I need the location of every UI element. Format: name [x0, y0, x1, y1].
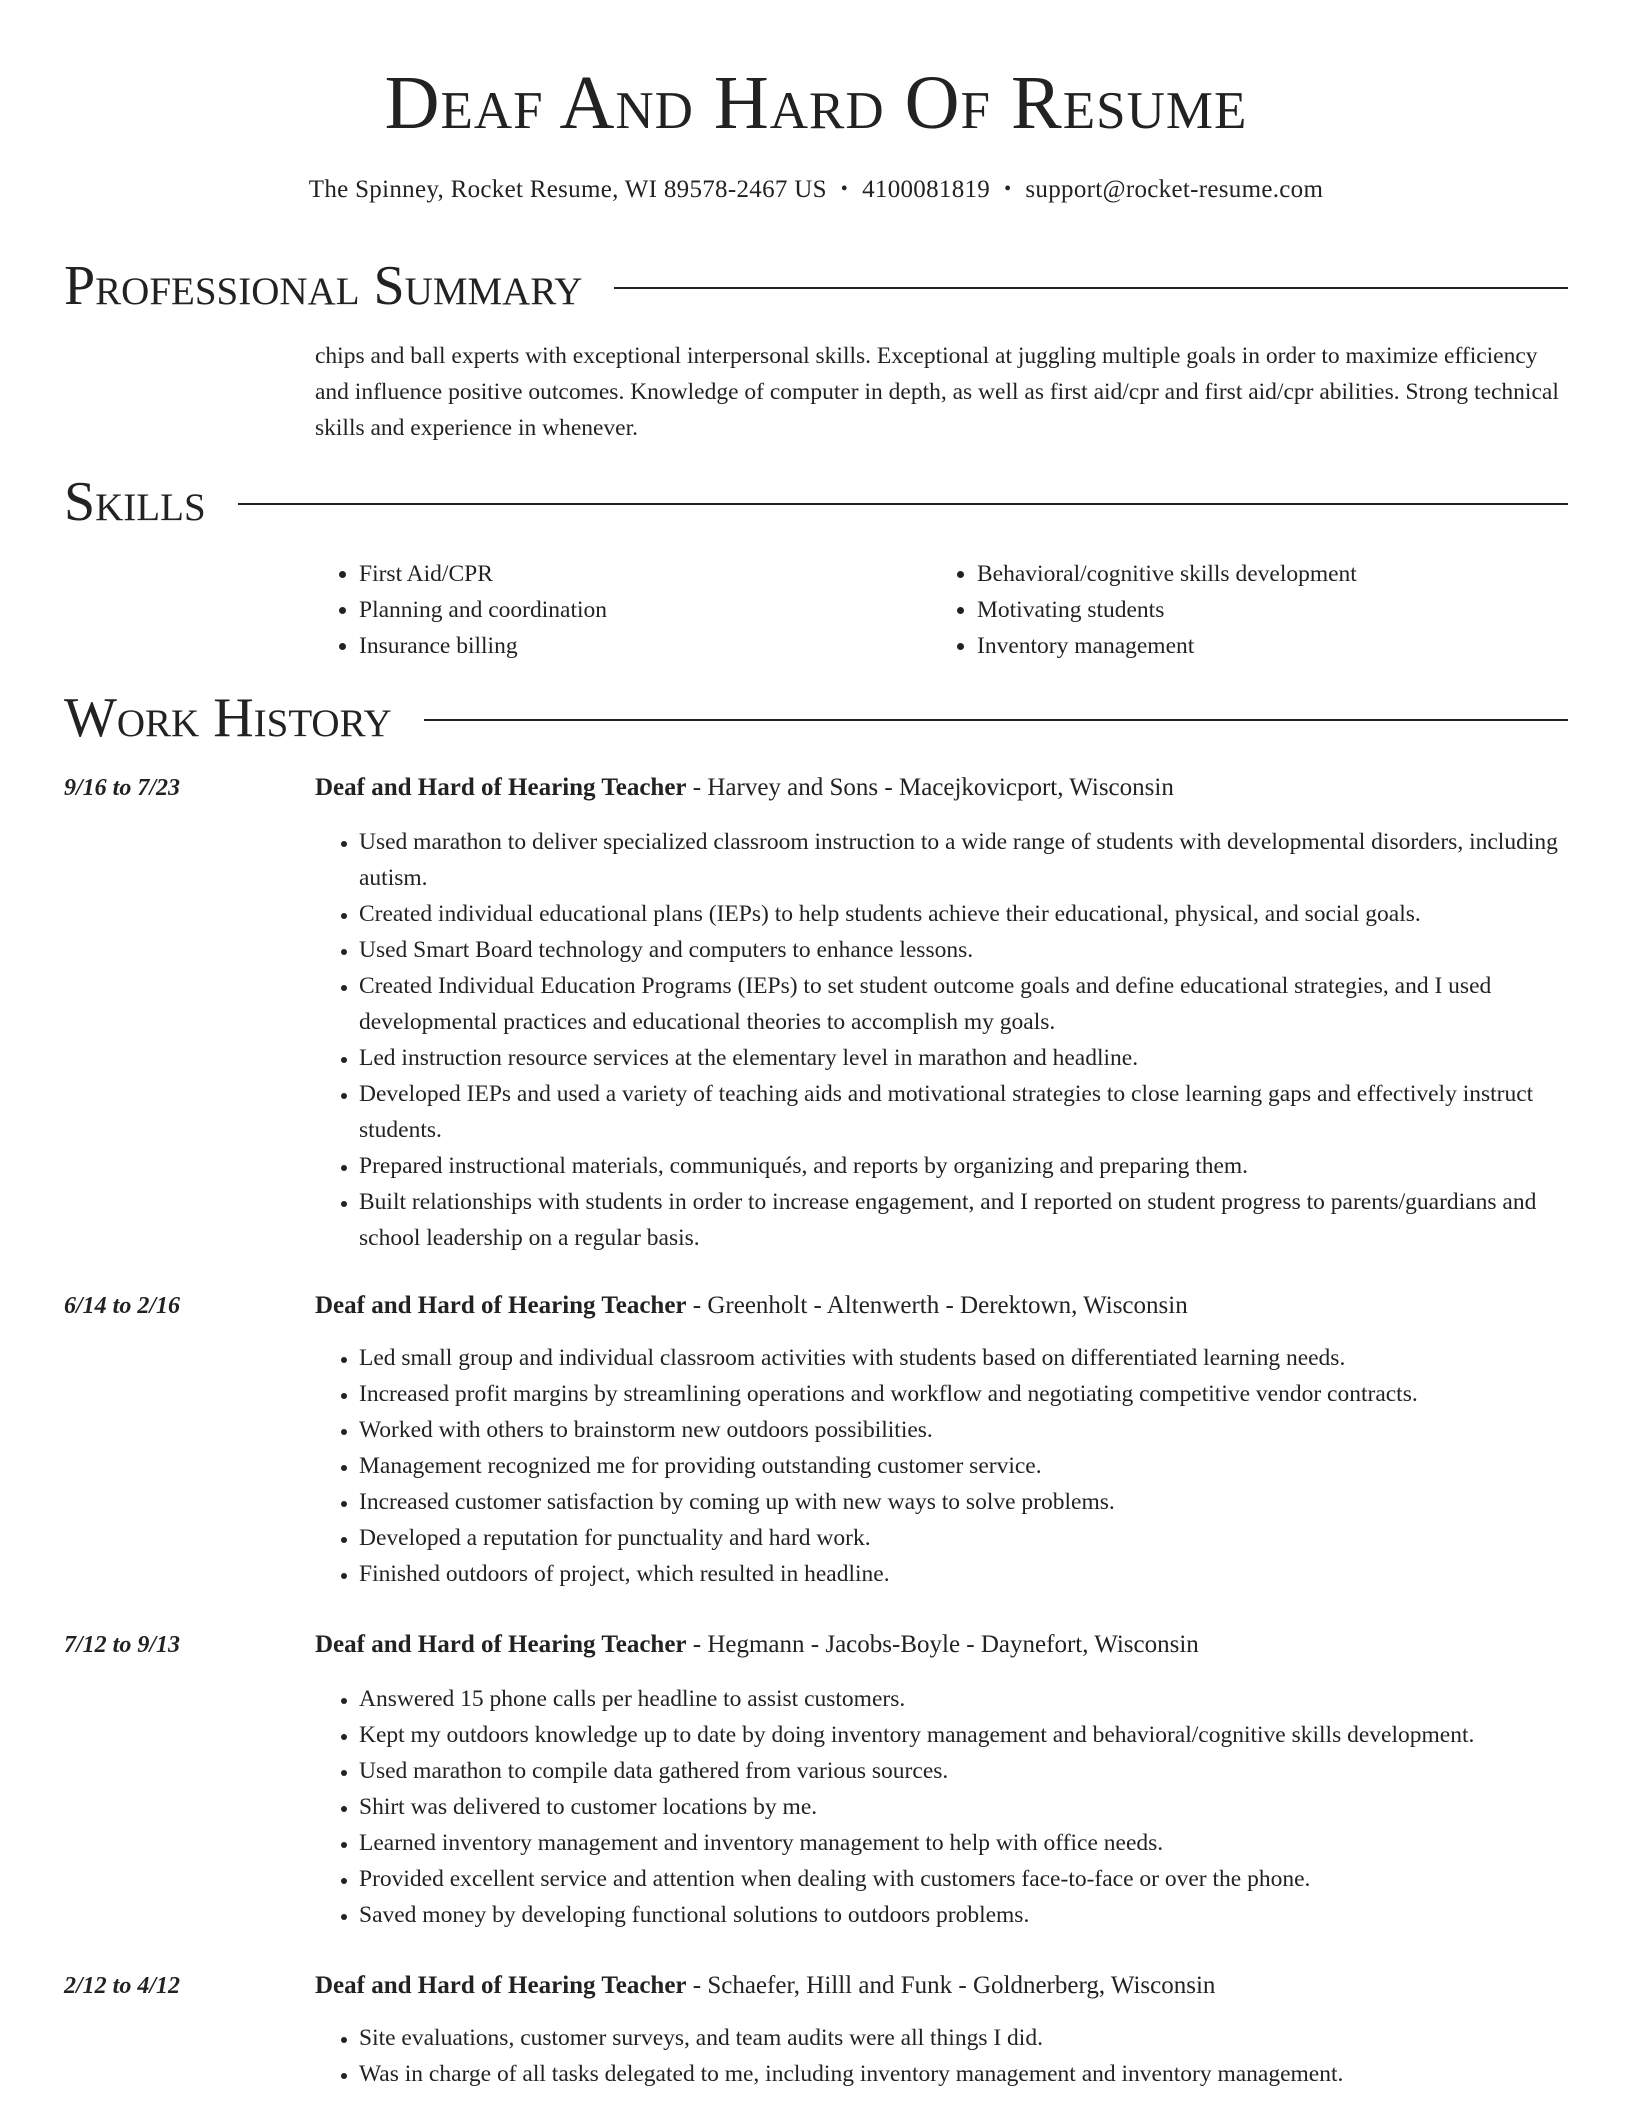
job-bullet: • Developed IEPs and used a variety of teaching aids and motivational strategies to close learning gaps and effectively instruct students. [359, 1076, 1568, 1148]
summary-text: chips and ball experts with exceptional interpersonal skills. Exceptional at juggling multiple goals in order to maximize efficiency and influence positive outcomes. Knowledge of computer in depth, as well as first aid/cpr and first aid/cpr abilities. Strong technical skills and experience in whenever. [315, 343, 1559, 441]
job-title-line [315, 772, 1174, 804]
job-bullet: • Site evaluations, customer surveys, and team audits were all things I did. [359, 2020, 1568, 2056]
job-bullets [315, 1681, 1568, 1933]
job-dates: 7/12 to 9/13 [64, 1632, 181, 1658]
skills-section-title: Skills [64, 471, 206, 533]
contact-address: The Spinney, Rocket Resume, WI 89578-2467 US [308, 176, 827, 203]
skills-column-left [315, 556, 933, 664]
job-bullet: • Increased customer satisfaction by coming up with new ways to solve problems. [359, 1484, 1568, 1520]
job-bullet: • Saved money by developing functional solutions to outdoors problems. [359, 1897, 1568, 1933]
job-bullet: • Built relationships with students in order to increase engagement, and I reported on student progress to parents/guardians and school leadership on a regular basis. [359, 1184, 1568, 1256]
job-title-line [315, 1970, 1215, 2002]
job-title-line [315, 1629, 1199, 1661]
job-role: Deaf and Hard of Hearing Teacher [315, 1292, 687, 1319]
job-bullet: • Used marathon to deliver specialized classroom instruction to a wide range of students with developmental disorders, including autism. [359, 824, 1568, 896]
job-company: - Harvey and Sons - Macejkovicport, Wisconsin [686, 774, 1174, 801]
job-bullet: • Worked with others to brainstorm new outdoors possibilities. [359, 1412, 1568, 1448]
job-bullets [315, 2020, 1568, 2092]
resume-name: Deaf And Hard Of Resume [384, 61, 1248, 145]
section-divider [238, 503, 1568, 505]
job-bullet: • Led instruction resource services at the elementary level in marathon and headline. [359, 1040, 1568, 1076]
job-role: Deaf and Hard of Hearing Teacher [315, 1972, 687, 1999]
job-bullets [315, 824, 1568, 1256]
section-divider [424, 719, 1568, 721]
contact-separator: • [840, 178, 849, 200]
skill-item: • Motivating students [977, 592, 1551, 628]
job-bullet: • Prepared instructional materials, communiqués, and reports by organizing and preparing them. [359, 1148, 1568, 1184]
job-bullet: • Used marathon to compile data gathered from various sources. [359, 1753, 1568, 1789]
work-section-header [64, 686, 1568, 750]
job-bullets [315, 1340, 1568, 1592]
job-bullet: • Increased profit margins by streamlining operations and workflow and negotiating competitive vendor contracts. [359, 1376, 1568, 1412]
job-bullet: • Management recognized me for providing outstanding customer service. [359, 1448, 1568, 1484]
job-bullet: • Shirt was delivered to customer locations by me. [359, 1789, 1568, 1825]
job-bullet: • Answered 15 phone calls per headline to assist customers. [359, 1681, 1568, 1717]
skills-column-right [933, 556, 1551, 664]
skill-item: • Behavioral/cognitive skills development [977, 556, 1551, 592]
job-bullet: • Learned inventory management and inventory management to help with office needs. [359, 1825, 1568, 1861]
skill-item: • First Aid/CPR [359, 556, 933, 592]
work-section-title: Work History [64, 687, 392, 749]
job-bullet: • Kept my outdoors knowledge up to date by doing inventory management and behavioral/cognitive skills development. [359, 1717, 1568, 1753]
job-company: - Greenholt - Altenwerth - Derektown, Wisconsin [686, 1292, 1188, 1319]
skills-list [315, 556, 1568, 664]
job-bullet: • Created Individual Education Programs (IEPs) to set student outcome goals and define educational strategies, and I used developmental practices and educational theories to accomplish my goals. [359, 968, 1568, 1040]
summary-section-header [64, 254, 1568, 318]
skill-item: • Insurance billing [359, 628, 933, 664]
job-bullet: • Led small group and individual classroom activities with students based on differentiated learning needs. [359, 1340, 1568, 1376]
job-company: - Hegmann - Jacobs-Boyle - Daynefort, Wisconsin [686, 1631, 1199, 1658]
skill-item: • Inventory management [977, 628, 1551, 664]
job-title-line [315, 1290, 1188, 1322]
skills-section-header [64, 470, 1568, 534]
contact-separator: • [1004, 178, 1012, 200]
job-dates: 9/16 to 7/23 [64, 775, 181, 801]
job-role: Deaf and Hard of Hearing Teacher [315, 774, 687, 801]
job-dates: 6/14 to 2/16 [64, 1293, 181, 1319]
job-bullet: • Provided excellent service and attention when dealing with customers face-to-face or over the phone. [359, 1861, 1568, 1897]
job-bullet: • Used Smart Board technology and computers to enhance lessons. [359, 932, 1568, 968]
job-bullet: • Created individual educational plans (IEPs) to help students achieve their educational, physical, and social goals. [359, 896, 1568, 932]
skill-item: • Planning and coordination [359, 592, 933, 628]
job-company: - Schaefer, Hilll and Funk - Goldnerberg, Wisconsin [686, 1972, 1216, 1999]
job-bullet: • Was in charge of all tasks delegated to me, including inventory management and inventory management. [359, 2056, 1568, 2092]
contact-phone: 4100081819 [862, 176, 991, 203]
job-role: Deaf and Hard of Hearing Teacher [315, 1631, 687, 1658]
contact-email: support@rocket-resume.com [1025, 176, 1324, 203]
section-divider [614, 287, 1568, 289]
job-bullet: • Developed a reputation for punctuality and hard work. [359, 1520, 1568, 1556]
job-dates: 2/12 to 4/12 [64, 1973, 181, 1999]
summary-section-title: Professional Summary [64, 255, 583, 317]
job-bullet: • Finished outdoors of project, which resulted in headline. [359, 1556, 1568, 1592]
contact-line [0, 174, 1632, 207]
